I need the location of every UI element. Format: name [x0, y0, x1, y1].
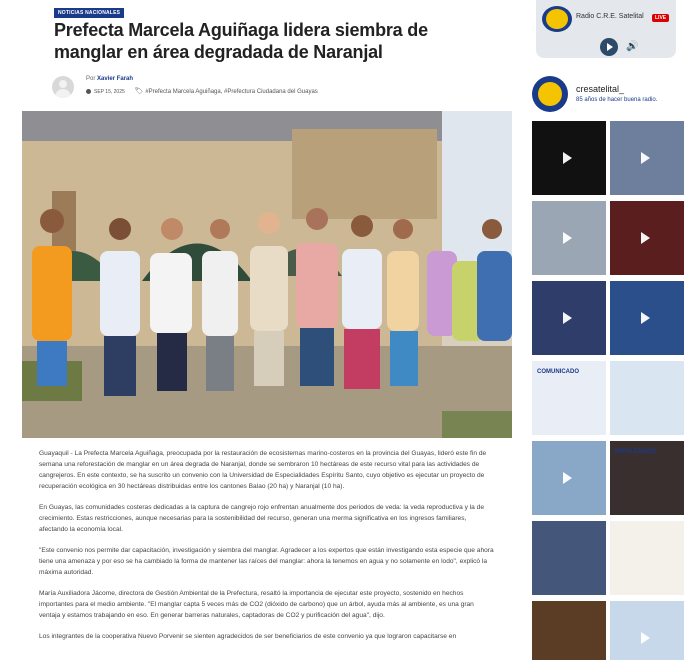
- article-hero-photo: [22, 111, 512, 438]
- article-paragraph-5: Los integrantes de la cooperativa Nuevo Porvenir se sienten agradecidos de ser beneficiarios de este convenio ya que lograron capacitarse en: [39, 633, 457, 640]
- instagram-post[interactable]: [532, 361, 606, 435]
- video-play-icon: [641, 232, 650, 244]
- video-play-icon: [563, 312, 572, 324]
- article-paragraph-4: María Auxiliadora Jácome, directora de Gestión Ambiental de la Prefectura, resaltó la importancia de ejecutar este proyecto, sostenido en hechos importantes para el medio ambiente. "El manglar capta 5 veces más de CO2 (dióxido de carbono) que un árbol, ayuda más al ambiente, es una gran ventaja y estamos trabajando en eso. En generar barreras naturales, captadoras de CO2 y purificación del agua", dijo.: [39, 590, 474, 619]
- instagram-header[interactable]: [532, 76, 692, 112]
- tag-icon: 🏷: [134, 88, 144, 95]
- instagram-post[interactable]: [610, 361, 684, 435]
- article-paragraph-3: "Este convenio nos permite dar capacitación, investigación y siembra del manglar. Agradecer a los expertos que están investigando esta especie que ahora tiene una amenaza y por eso se ha cambiado la forma de mantener las raíces del manglar: ahora la tenemos en agua y no solamente en lodo", explicó la máxima autoridad.: [39, 547, 494, 576]
- instagram-post[interactable]: [610, 441, 684, 515]
- instagram-post-label: COMUNICADO: [537, 369, 579, 375]
- article-paragraph-2: En Guayas, las comunidades costeras dedicadas a la captura de cangrejo rojo enfrentan anualmente dos periodos de veda: la veda reproductiva y la de crecimiento. Estas restricciones, aunque necesarias para la sostenibilidad del recurso, generan una merma significativa en los ingresos familiares, afectando la economía local.: [39, 504, 484, 533]
- article-tags[interactable]: #Prefecta Marcela Aguiñaga, #Prefectura Ciudadana del Guayas: [145, 89, 318, 95]
- video-play-icon: [563, 232, 572, 244]
- player-title: Radio C.R.E. Satelital: [576, 13, 644, 20]
- meta-row: [86, 87, 318, 95]
- instagram-post[interactable]: [532, 521, 606, 595]
- instagram-post[interactable]: [532, 121, 606, 195]
- play-button[interactable]: [600, 38, 618, 56]
- video-play-icon: [641, 152, 650, 164]
- category-badge[interactable]: NOTICIAS NACIONALES: [54, 8, 124, 18]
- instagram-post[interactable]: [610, 601, 684, 660]
- volume-icon[interactable]: 🔊: [626, 41, 639, 52]
- instagram-post[interactable]: [610, 281, 684, 355]
- instagram-post[interactable]: [610, 521, 684, 595]
- author-prefix: Por: [86, 76, 96, 82]
- sidebar: [524, 0, 700, 660]
- instagram-post[interactable]: [532, 281, 606, 355]
- instagram-post[interactable]: [532, 601, 606, 660]
- article-body: [39, 448, 494, 652]
- article-meta: [52, 74, 512, 104]
- live-badge: LIVE: [652, 14, 669, 22]
- video-play-icon: [641, 632, 650, 644]
- clock-icon: [86, 89, 91, 94]
- author-line: [86, 76, 133, 82]
- hero-photo-svg: [22, 111, 512, 438]
- instagram-post[interactable]: [610, 201, 684, 275]
- author-avatar[interactable]: [52, 76, 74, 98]
- instagram-post[interactable]: [532, 441, 606, 515]
- instagram-avatar[interactable]: [532, 76, 568, 112]
- article-title: Prefecta Marcela Aguiñaga lidera siembra de manglar en área degradada de Naranjal: [54, 20, 428, 62]
- article-column: [22, 0, 512, 660]
- instagram-post-label: IMPULSAMOS: [615, 449, 656, 455]
- publish-date: SEP 15, 2025: [94, 89, 125, 95]
- station-logo: [542, 6, 572, 32]
- video-play-icon: [641, 312, 650, 324]
- article-paragraph-1: Guayaquil - La Prefecta Marcela Aguiñaga, preocupada por la restauración de ecosistemas marino-costeros en la provincia del Guayas, lideró este fin de semana una reforestación de manglar en un área degrada de Naranjal, donde se sembraron 10 hectáreas de este recurso vital para las actividades de cangrejeros. En este contexto, se ha suscrito un convenio con la Universidad de Especialidades Espíritu Santo, cuyo objetivo es ejecutar un proyecto de recuperación ecológica en 30 hectáreas distribuidas entre los cantones Balao (20 ha) y Naranjal (10 ha).: [39, 450, 487, 490]
- author-name[interactable]: Xavier Farah: [97, 76, 134, 82]
- video-play-icon: [563, 152, 572, 164]
- instagram-post[interactable]: [532, 201, 606, 275]
- instagram-post[interactable]: [610, 121, 684, 195]
- instagram-handle[interactable]: cresatelital_: [576, 84, 625, 94]
- video-play-icon: [563, 472, 572, 484]
- instagram-bio: 85 años de hacer buena radio.: [576, 97, 658, 103]
- radio-player: [536, 0, 676, 58]
